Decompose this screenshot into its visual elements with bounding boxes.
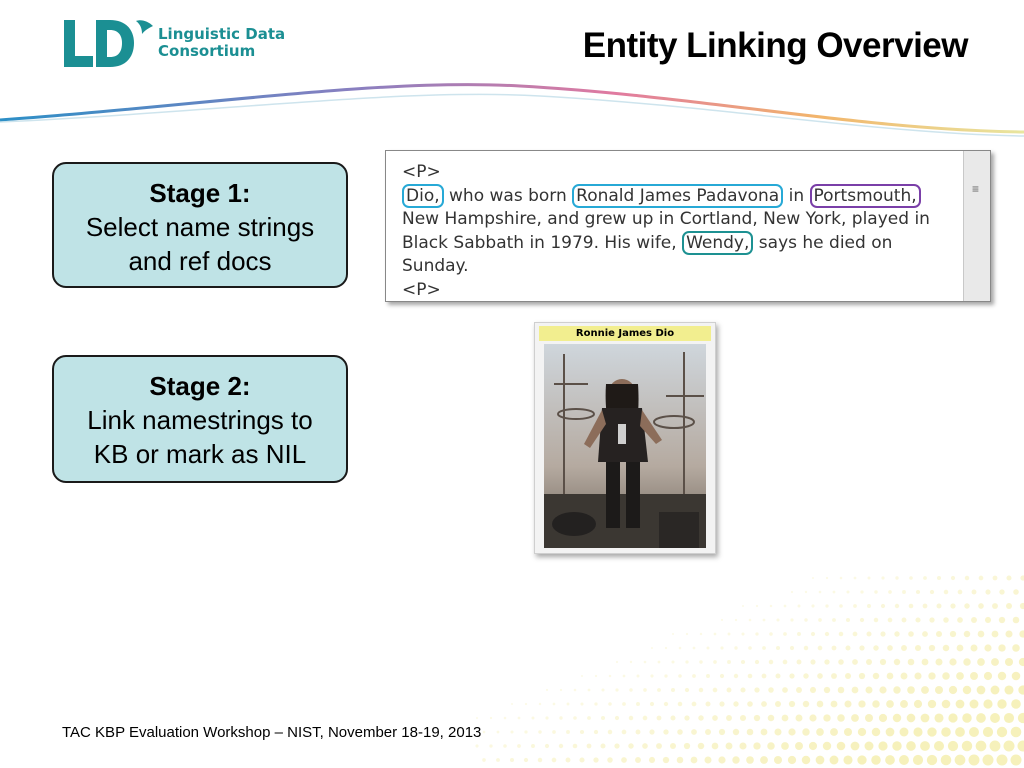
logo-line-2: Consortium (158, 42, 256, 60)
stage-2-line-2: KB or mark as NIL (93, 439, 307, 469)
stage-2-heading: Stage 2: (149, 371, 251, 401)
stage-1-box (52, 162, 348, 288)
logo-line-1: Linguistic Data (158, 25, 286, 43)
paragraph-close-tag: <P> (402, 279, 441, 300)
mention-portsmouth[interactable]: Portsmouth, (810, 184, 921, 208)
entity-photo-card (534, 322, 716, 554)
scrollbar-grip-icon[interactable]: ≡ (972, 182, 980, 196)
stage-2-line-1: Link namestrings to (87, 405, 313, 435)
footer-text: TAC KBP Evaluation Workshop – NIST, November 18-19, 2013 (62, 724, 482, 741)
header-swoosh (0, 70, 1024, 140)
source-document-panel (385, 150, 991, 302)
stage-2-box (52, 355, 348, 483)
stage-1-line-1: Select name strings (85, 212, 315, 242)
stage-1-line-2: and ref docs (128, 246, 272, 276)
logo-text (158, 26, 285, 60)
text-segment: in (783, 185, 810, 206)
paragraph-open-tag: <P> (402, 162, 441, 182)
text-segment: who was born (443, 185, 573, 206)
stage-1-heading: Stage 1: (149, 178, 251, 208)
photo-caption: Ronnie James Dio (539, 326, 711, 341)
mention-dio[interactable]: Dio, (402, 184, 444, 208)
ldc-logo-mark (60, 16, 156, 74)
document-text (402, 161, 957, 302)
ldc-logo (60, 16, 300, 74)
text-segment: New Hampshire, and grew up in Cortland, New York, played in Black Sabbath in 1979. His wife, (402, 209, 930, 253)
vertical-scrollbar[interactable] (963, 151, 990, 301)
decorative-dot-pattern (464, 568, 1024, 768)
document-paragraph (402, 185, 957, 279)
slide-title: Entity Linking Overview (582, 26, 968, 65)
concert-photo (544, 344, 706, 548)
text-segment: says he died on Sunday. (402, 232, 893, 276)
mention-wendy[interactable]: Wendy, (682, 231, 753, 255)
mention-ronald-james-padavona[interactable]: Ronald James Padavona (572, 184, 783, 208)
